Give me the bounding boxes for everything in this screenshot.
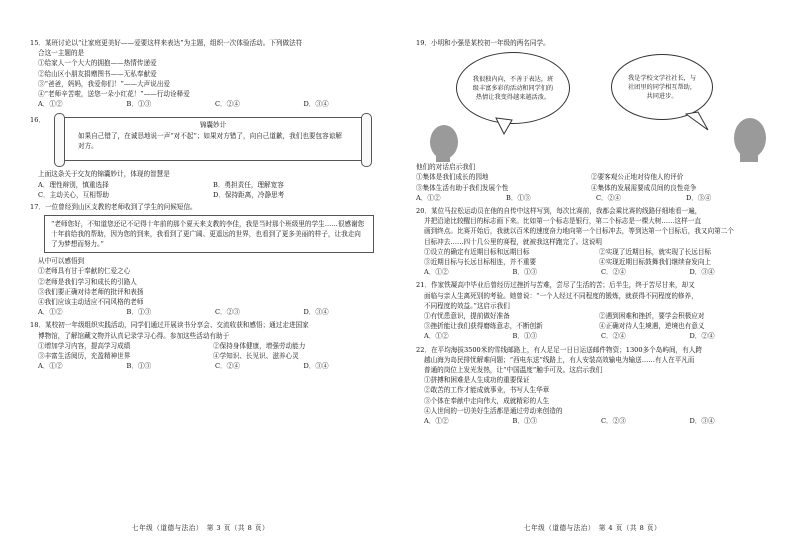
scroll-text: 如果自己错了，在诚恳地说一声“对不起”；如果对方错了，向自己道歉，我们也要包容谅解对方。: [78, 131, 342, 150]
q17-option-1: ①老师具有甘于奉献的仁爱之心: [38, 267, 131, 276]
q22-option-3: ③个体在奉献中走向伟大，成就精彩的人生: [424, 396, 550, 405]
q17-choice-a: A．①②: [38, 308, 63, 317]
question-20-line3: 画到终点。比赛开始后，我就以百米的速度奋力地向第一个目标冲去，等到达第一个目标后，我又向第二个: [424, 227, 734, 236]
q21-choices: [416, 331, 778, 341]
q22-choice-d: D．③④: [689, 417, 715, 426]
question-20-line1: 20．某位马拉松运动员在他的自传中这样写到，每次比赛前，我都会乘比赛的线路仔细地看一遍，: [416, 207, 702, 216]
q20-choice-b: B．①③: [512, 268, 538, 277]
q20-option-3: ③近期目标与长远目标相连，并不重要: [424, 258, 537, 267]
q19-choice-c: C．②④: [596, 193, 621, 202]
right-bubble-text: 我是学校文学社社长，与社团里的同学相互帮助，共同进步。: [627, 74, 697, 100]
q15-option-1: ①给家人一个大大的拥抱——热情传递爱: [38, 59, 157, 68]
left-page-column: [30, 38, 392, 371]
question-22: [416, 345, 778, 427]
q20-choice-a: A．①②: [424, 268, 449, 277]
question-19-stem: 19．小明和小强是某校初一年级的两名同学。: [416, 39, 550, 47]
question-15-stem-line1: 15．某班讨论以“让家庭更美好——爱要这样来表达”为主题，组织一次体验活动。下列做法符: [30, 39, 303, 47]
q18-choices: [30, 361, 392, 371]
q17-message-box: “老师您好，不知道您还记不记得十年前的那个夏天来支教的李佳，我是当时那个班级里的学生……很感谢您十年前给我的帮助，因为您的到来，我看到了更广阔、更遥远的世界，也看到了更多美丽的样子，让我走向了为梦想而努力。”: [44, 215, 374, 253]
q21-choice-c: C．②④: [601, 332, 626, 341]
q15-choices: [30, 99, 392, 109]
q20-choices: [416, 267, 778, 277]
q15-choice-b: B．①③: [126, 100, 152, 109]
question-21-line2: 面临与亲人生离死别的考验。她曾说：“一个人经过不同程度的锻炼，就获得不同程度的修养，: [424, 291, 698, 300]
left-person-silhouette: [430, 125, 458, 162]
q18-option-3: ③丰富生活阅历，充盈精神世界: [38, 352, 131, 361]
question-18-stem-line2: 博物馆，了解馆藏文物并认真记录学习心得。参加这些活动有助于: [38, 331, 230, 340]
question-19-stem2: 他们的对话启示我们: [416, 163, 476, 172]
q17-option-4: ④我们应该主动适应不同风格的老师: [38, 298, 144, 307]
right-bubble-tail: [686, 112, 708, 130]
left-page-footer: 七年级（道德与法治） 第 3 页（共 8 页）: [132, 524, 270, 532]
q18-options-row1: [30, 341, 392, 351]
speaker-silhouettes: [416, 48, 778, 162]
q15-choice-a: A．①②: [38, 100, 63, 109]
q21-choice-a: A．①②: [424, 332, 449, 341]
q18-choice-d: D．③④: [303, 362, 329, 371]
q15-option-3: ③“爸爸，妈妈，我爱你们！”——大声说出爱: [38, 79, 171, 88]
q21-option-1: ①有忧患意识，提前做好准备: [424, 312, 510, 321]
q21-choice-b: B．①③: [512, 332, 538, 341]
question-20: [416, 206, 778, 277]
question-21-line1: 21．作家铁凝高中毕业后曾经历过挫折与苦难，尝尽了生活的苦；后半生，终于苦尽甘来，却又: [416, 281, 695, 290]
q15-choice-c: C．②④: [215, 100, 240, 109]
q21-option-2: ②遇到困难和挫折，要学会积极应对: [599, 312, 705, 321]
question-22-line2: 越山海为岛民排忧解难问题；“西电东送”线路上，有人安装高效输电为输送……有人在平凡而: [424, 355, 695, 364]
q21-choice-d: D．②④: [689, 332, 715, 341]
q19-option-2: ②要客观公正地对待他人的评价: [591, 173, 684, 182]
q20-options-row2: [416, 257, 778, 267]
question-20-line4: 目标冲去……四十几公里的赛程，就被我这样跑完了。这说明: [424, 237, 603, 246]
q22-option-2: ②敢苦的工作才能成就事业，书写人生华章: [424, 386, 550, 395]
q21-options-row1: [416, 311, 778, 321]
q16-choice-c: C．主动关心，互相帮助: [38, 190, 109, 199]
question-18-stem-line1: 18．某校初一年级组织实践活动，同学们通过开展读书分享会、交流收获和感悟；通过走进国家: [30, 321, 309, 330]
q20-option-2: ②实现了近期目标，就实现了长远目标: [599, 247, 712, 256]
q17-choices: [30, 307, 392, 317]
q20-choice-d: D．③④: [689, 268, 715, 277]
q21-option-4: ④正确对待人生境遇，逆境也有意义: [599, 322, 705, 331]
q18-options-row2: [30, 351, 392, 361]
q18-choice-c: C．②④: [215, 362, 240, 371]
q22-option-4: ④人世间的一切美好生活都是通过劳动来创造的: [424, 406, 563, 415]
question-16-number: 16．: [30, 116, 45, 125]
q19-option-1: ①集体是我们成长的园地: [416, 173, 489, 182]
q17-option-3: ③我们要正确对待老师的批评和表扬: [38, 287, 144, 296]
q19-options-row2: [416, 183, 778, 193]
q16-choices-row1: [30, 180, 392, 190]
scroll-title: 锦囊妙计: [199, 121, 227, 130]
q19-choice-a: A．①②: [416, 193, 441, 202]
q19-choice-b: B．①③: [506, 193, 531, 202]
q15-choice-d: D．③④: [303, 100, 329, 109]
right-person-silhouette: [734, 118, 766, 162]
q17-option-2: ②老师是我们学习和成长的引路人: [38, 277, 137, 286]
q22-option-1: ①拼搏和困难是人生成功的重要保证: [424, 376, 530, 385]
q18-choice-a: A．①②: [38, 362, 63, 371]
q21-options-row2: [416, 321, 778, 331]
question-20-line2: 并把沿途比较醒目的标志画下来。比如第一个标志是银行，第二个标志是一棵大树……这样一直: [424, 217, 701, 226]
scroll-left-roll: [54, 113, 65, 167]
q18-option-1: ①增加学习内容，提高学习成绩: [38, 341, 131, 350]
q21-option-3: ③挫折能让我们获得磨练意志，不断创新: [424, 322, 543, 331]
question-15-stem-line2: 合这一主题的是: [38, 49, 85, 58]
q22-choice-c: C．②③: [601, 417, 626, 426]
question-15: [30, 38, 392, 109]
left-bubble-text: 我很独内向，不善于表达，班级丰富多彩的活动和同学们的热情让我变得越来越活泼。: [472, 75, 554, 101]
q19-option-3: ③集体生活有助于我们发展个性: [416, 183, 509, 192]
q22-choice-b: B．①③: [512, 417, 538, 426]
question-16: [30, 113, 392, 200]
question-17: [30, 202, 392, 317]
q20-options-row1: [416, 247, 778, 257]
question-22-line3: 普通的岗位上发光发热，让“中国温度”触手可及。这启示我们: [424, 366, 603, 375]
left-bubble-tail: [496, 118, 512, 134]
scroll-body: [62, 117, 364, 161]
question-21: [416, 280, 778, 341]
question-16-stem: 上面这条关于交友的锦囊妙计，体现的智慧是: [38, 170, 170, 179]
q17-choice-b: B．①③: [126, 308, 152, 317]
q18-option-2: ②保持身体健康，增强劳动能力: [213, 341, 306, 350]
q22-choice-a: A．①②: [424, 417, 449, 426]
q18-option-4: ④学知识、长见识、滋养心灵: [213, 352, 299, 361]
q19-choices: [416, 193, 778, 203]
q20-option-4: ④实现近期目标鼓舞我们继续奋发向上: [599, 258, 712, 267]
q15-option-4: ④“老师辛苦啦，送您一朵小红花！”——行动诠释爱: [38, 90, 190, 99]
q19-option-4: ④集体的发展需要成员间的良性竞争: [591, 183, 697, 192]
right-page-footer: 七年级（道德与法治） 第 4 页（共 8 页）: [524, 524, 662, 532]
scroll-illustration: [54, 113, 372, 165]
right-page-column: [416, 38, 778, 426]
q15-option-2: ②给山区小朋友捐赠图书——无私奉献爱: [38, 69, 157, 78]
q17-choice-d: D．③④: [303, 308, 329, 317]
q19-illustration: [416, 48, 778, 162]
question-17-stem: 17．一位曾经到山区支教的老师收到了学生的问候短信。: [30, 203, 197, 212]
scroll-right-roll: [361, 113, 372, 167]
q20-choice-c: C．②④: [601, 268, 626, 277]
question-21-line3: 不同程度的效益。”这启示我们: [424, 301, 510, 310]
question-22-line1: 22．在平均海拔3500米的雪线邮路上，有人足足一日日运送邮件物资；1300多个岛屿间，有人跨: [416, 345, 702, 354]
q22-choices: [416, 416, 778, 426]
q17-choice-c: C．②③: [215, 308, 240, 317]
q16-choice-a: A．理性辩别，慎重选择: [38, 180, 109, 189]
q18-choice-b: B．①③: [126, 362, 152, 371]
q16-choices-row2: [30, 190, 392, 200]
question-18: [30, 320, 392, 371]
q19-choice-d: D．③④: [686, 193, 712, 202]
q16-choice-d: D．保持距离，冷静思考: [213, 190, 285, 199]
q19-options-row1: [416, 172, 778, 182]
question-17-stem2: 从中可以感悟到: [38, 257, 85, 266]
q16-choice-b: B．勇担责任，理解宽容: [213, 180, 284, 189]
question-19: [416, 38, 778, 203]
q20-option-1: ①设立的确定有近期目标和远期目标: [424, 247, 530, 256]
